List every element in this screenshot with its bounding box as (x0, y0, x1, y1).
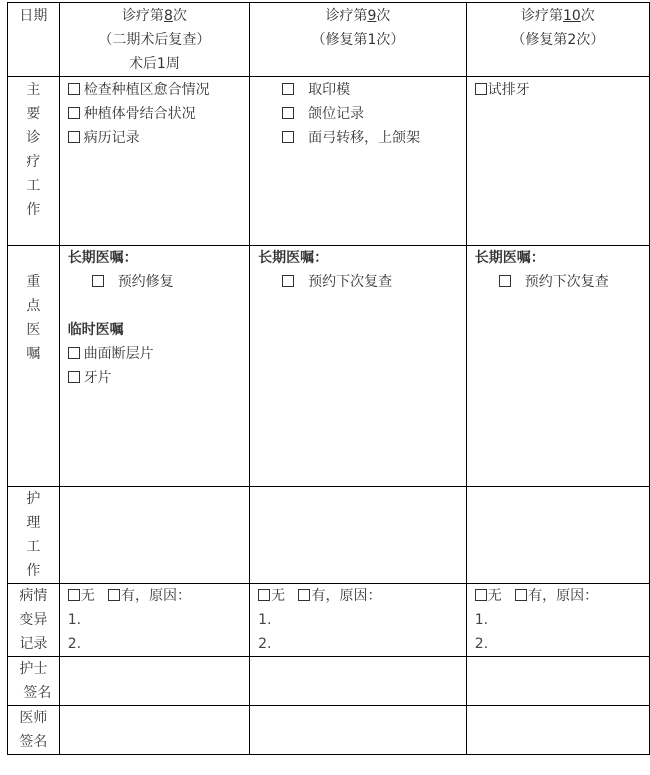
visit-10-orders (466, 246, 649, 487)
variation-item-1[interactable]: 1. (258, 612, 272, 628)
visit-9-subtitle: （修复第1次） (311, 32, 405, 48)
visit-8-note: 术后1周 (128, 56, 180, 72)
nurse-signature-label: 护士 签名 (8, 657, 60, 706)
checkbox[interactable] (475, 83, 487, 95)
variation-item-2[interactable]: 2. (67, 636, 82, 652)
variation-options: 无 有，原因： (475, 584, 649, 608)
visit-10-doctor-signature[interactable] (466, 706, 649, 755)
nursing-work-label: 护 理 工 作 (8, 487, 60, 584)
checkbox[interactable] (68, 107, 80, 119)
checkbox-yes[interactable] (515, 589, 527, 601)
long-term-orders-title: 长期医嘱： (67, 250, 138, 266)
checkbox-yes[interactable] (108, 589, 120, 601)
visit-8-title: 诊疗第8次 (121, 8, 187, 24)
visit-8-variation (59, 584, 249, 657)
checklist-item[interactable]: 颌位记录 (282, 102, 466, 126)
checklist-item[interactable]: 面弓转移，上颌架 (282, 126, 466, 150)
clinical-pathway-table (7, 2, 650, 755)
checkbox-none[interactable] (475, 589, 487, 601)
checkbox[interactable] (68, 347, 80, 359)
checklist-item[interactable]: 预约下次复查 (475, 270, 649, 294)
visit-9-variation (250, 584, 467, 657)
long-term-orders-title: 长期医嘱： (258, 250, 329, 266)
visit-8-nurse-signature[interactable] (59, 657, 249, 706)
checkbox[interactable] (68, 131, 80, 143)
checkbox[interactable] (282, 83, 294, 95)
checklist-item[interactable]: 预约下次复查 (258, 270, 466, 294)
visit-9-header (250, 3, 467, 77)
visit-8-header (59, 3, 249, 77)
visit-10-nurse-signature[interactable] (466, 657, 649, 706)
visit-8-main-work (59, 77, 249, 246)
visit-8-nursing[interactable] (59, 487, 249, 584)
checklist-item[interactable]: 曲面断层片 (68, 342, 249, 366)
visit-8-subtitle: （二期术后复查） (98, 32, 211, 48)
date-label: 日期 (19, 8, 48, 24)
visit-9-nursing[interactable] (250, 487, 467, 584)
visit-10-header (466, 3, 649, 77)
visit-8-doctor-signature[interactable] (59, 706, 249, 755)
visit-9-main-work (250, 77, 467, 246)
checkbox-yes[interactable] (298, 589, 310, 601)
checkbox[interactable] (499, 275, 511, 287)
variation-item-1[interactable]: 1. (474, 612, 489, 628)
checklist-item[interactable]: 预约修复 (68, 270, 249, 294)
checklist-item[interactable]: 病历记录 (68, 126, 249, 150)
checkbox-none[interactable] (258, 589, 270, 601)
checklist-item[interactable]: 种植体骨结合状况 (68, 102, 249, 126)
visit-9-nurse-signature[interactable] (250, 657, 467, 706)
visit-10-title: 诊疗第10次 (520, 8, 595, 24)
doctor-signature-label: 医师 签名 (8, 706, 60, 755)
checkbox[interactable] (282, 107, 294, 119)
visit-10-nursing[interactable] (466, 487, 649, 584)
variation-item-2[interactable]: 2. (474, 636, 489, 652)
visit-9-orders (250, 246, 467, 487)
checkbox[interactable] (282, 131, 294, 143)
checkbox-none[interactable] (68, 589, 80, 601)
date-label-cell (8, 3, 60, 77)
visit-10-variation (466, 584, 649, 657)
checklist-item[interactable]: 检查种植区愈合情况 (68, 78, 249, 102)
variation-options: 无 有，原因： (68, 584, 249, 608)
variation-options: 无 有，原因： (258, 584, 466, 608)
checkbox[interactable] (92, 275, 104, 287)
visit-8-orders (59, 246, 249, 487)
checkbox[interactable] (282, 275, 294, 287)
variation-item-2[interactable]: 2. (258, 636, 272, 652)
checkbox[interactable] (68, 371, 80, 383)
visit-10-subtitle: （修复第2次） (511, 32, 605, 48)
main-work-label: 主 要 诊 疗 工 作 (8, 77, 60, 246)
checkbox[interactable] (68, 83, 80, 95)
long-term-orders-title: 长期医嘱： (474, 250, 545, 266)
variation-record-label: 病情 变异 记录 (8, 584, 60, 657)
checklist-item[interactable]: 试排牙 (475, 78, 649, 102)
key-orders-label: 重 点 医 嘱 (8, 246, 60, 487)
visit-9-doctor-signature[interactable] (250, 706, 467, 755)
temporary-orders-title: 临时医嘱 (67, 322, 124, 338)
visit-9-title: 诊疗第9次 (325, 8, 391, 24)
checklist-item[interactable]: 取印模 (282, 78, 466, 102)
visit-10-main-work (466, 77, 649, 246)
checklist-item[interactable]: 牙片 (68, 366, 249, 390)
variation-item-1[interactable]: 1. (67, 612, 82, 628)
